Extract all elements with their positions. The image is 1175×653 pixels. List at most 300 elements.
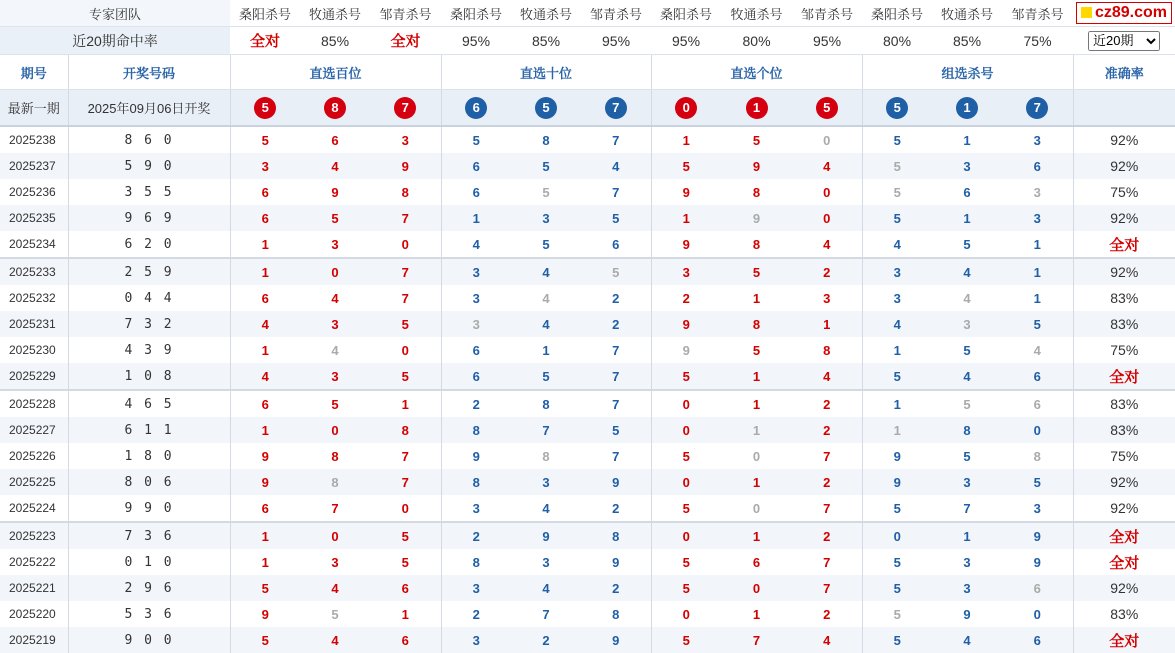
hit-rate: 95% [441, 27, 511, 55]
kill-number: 1 [721, 390, 792, 417]
kill-number: 9 [963, 606, 971, 622]
latest-ball-cell [651, 90, 721, 127]
kill-number: 9 [230, 443, 300, 469]
kill-number: 1 [752, 290, 761, 306]
kill-number: 0 [300, 417, 370, 443]
kill-number: 3 [441, 285, 511, 311]
table-row [0, 126, 1175, 153]
accuracy-value: 83% [1073, 285, 1175, 311]
accuracy-value: 92% [1073, 205, 1175, 231]
kill-number: 3 [1033, 500, 1041, 516]
latest-row [0, 90, 1175, 127]
table-row [0, 311, 1175, 337]
kill-number: 7 [612, 184, 620, 200]
period-select[interactable] [1088, 31, 1160, 51]
kill-number: 5 [862, 495, 932, 522]
kill-number: 9 [862, 469, 932, 495]
kill-number: 6 [230, 390, 300, 417]
table-row [0, 285, 1175, 311]
kill-number: 5 [862, 549, 932, 575]
kill-number: 9 [721, 153, 792, 179]
kill-number: 0 [721, 575, 792, 601]
draw-numbers: 7 3 2 [68, 311, 230, 337]
kill-number: 3 [441, 495, 511, 522]
draw-numbers: 8 6 0 [68, 126, 230, 153]
kill-number: 3 [441, 575, 511, 601]
kill-number: 7 [370, 258, 441, 285]
kill-number: 3 [862, 285, 932, 311]
kill-number: 3 [542, 554, 550, 570]
kill-number: 9 [612, 554, 620, 570]
kill-number: 7 [401, 290, 409, 306]
kill-number: 5 [1002, 469, 1073, 495]
draw-numbers: 4 3 9 [68, 337, 230, 363]
kill-number: 7 [612, 132, 620, 148]
kill-number: 2 [651, 285, 721, 311]
expert-name: 桑阳杀号 [871, 6, 924, 22]
latest-ball-cell [862, 90, 932, 127]
hit-rate: 95% [581, 27, 651, 55]
kill-number: 2 [441, 522, 511, 549]
kill-number: 3 [230, 153, 300, 179]
kill-number-miss: 3 [932, 311, 1002, 337]
kill-number: 0 [651, 601, 721, 627]
issue-number: 2025233 [0, 258, 68, 285]
kill-number: 5 [862, 205, 932, 231]
kill-number: 4 [511, 311, 581, 337]
kill-number: 3 [511, 469, 581, 495]
issue-number: 2025221 [0, 575, 68, 601]
expert-name: 牧通杀号 [730, 6, 783, 22]
kill-number: 4 [862, 231, 932, 258]
accuracy-value: 全对 [1073, 549, 1175, 575]
kill-number: 6 [230, 205, 300, 231]
draw-numbers: 9 9 0 [68, 495, 230, 522]
col-hundreds-header: 直选百位 [230, 55, 441, 90]
kill-number-miss: 8 [300, 469, 370, 495]
kill-number: 6 [963, 184, 971, 200]
table-row [0, 443, 1175, 469]
table-row [0, 179, 1175, 205]
draw-numbers: 8 0 6 [68, 469, 230, 495]
accuracy-value: 92% [1073, 153, 1175, 179]
kill-number: 5 [862, 126, 932, 153]
hit-rate: 全对 [230, 27, 300, 55]
kill-number: 3 [401, 132, 409, 148]
hit-rate: 全对 [370, 27, 441, 55]
kill-number: 8 [721, 311, 792, 337]
kill-number: 4 [823, 236, 831, 252]
kill-number: 3 [300, 363, 370, 390]
kill-number: 4 [932, 627, 1002, 653]
kill-number: 0 [1033, 606, 1041, 622]
kill-number: 1 [1002, 258, 1073, 285]
kill-number: 5 [963, 236, 971, 252]
col-units-header: 直选个位 [651, 55, 862, 90]
kill-number: 2 [612, 290, 620, 306]
issue-number: 2025224 [9, 501, 56, 515]
kill-number: 8 [401, 184, 409, 200]
hit-rate: 80% [721, 27, 792, 55]
history-rows [0, 126, 1175, 653]
issue-number: 2025222 [9, 555, 56, 569]
kill-number: 0 [300, 522, 370, 549]
kill-number: 7 [612, 448, 620, 464]
kill-number: 0 [651, 417, 721, 443]
table-row [0, 390, 1175, 417]
draw-numbers: 4 6 5 [68, 390, 230, 417]
kill-number: 5 [651, 575, 721, 601]
table-row [0, 469, 1175, 495]
draw-numbers: 5 9 0 [68, 153, 230, 179]
accuracy-value: 83% [1073, 390, 1175, 417]
kill-number: 3 [932, 153, 1002, 179]
latest-ball: 5 [886, 97, 908, 119]
kill-number: 1 [721, 363, 792, 390]
latest-ball-cell [300, 90, 370, 127]
kill-number: 6 [370, 627, 441, 653]
kill-number: 7 [792, 575, 862, 601]
kill-number: 8 [823, 342, 831, 358]
kill-number-miss: 9 [721, 205, 792, 231]
kill-number-miss: 5 [862, 601, 932, 627]
kill-number: 5 [651, 443, 721, 469]
kill-number: 9 [581, 469, 651, 495]
kill-number-miss: 5 [581, 258, 651, 285]
accuracy-value: 全对 [1073, 522, 1175, 549]
kill-number: 9 [581, 627, 651, 653]
kill-number: 3 [862, 258, 932, 285]
kill-number: 7 [370, 469, 441, 495]
kill-number-miss: 3 [441, 311, 511, 337]
kill-number: 6 [752, 554, 761, 570]
table-row [0, 231, 1175, 258]
kill-number: 6 [441, 363, 511, 390]
kill-number: 5 [542, 236, 550, 252]
kill-number: 8 [511, 390, 581, 417]
col-tens-header: 直选十位 [441, 55, 651, 90]
expert-header-row [0, 0, 1175, 27]
issue-number: 2025229 [0, 363, 68, 390]
kill-number: 0 [401, 500, 409, 516]
kill-number: 1 [230, 417, 300, 443]
kill-number: 4 [792, 153, 862, 179]
kill-number: 3 [932, 469, 1002, 495]
kill-number: 6 [230, 285, 300, 311]
kill-number: 5 [230, 627, 300, 653]
kill-number: 7 [581, 390, 651, 417]
kill-number-miss: 8 [1033, 448, 1041, 464]
kill-number: 7 [823, 554, 831, 570]
draw-numbers: 9 0 0 [68, 627, 230, 653]
latest-ball: 5 [254, 97, 276, 119]
accuracy-value: 92% [1073, 258, 1175, 285]
kill-number: 5 [370, 363, 441, 390]
accuracy-value: 75% [1073, 179, 1175, 205]
table-row [0, 522, 1175, 549]
hit-rate-label: 近20期命中率 [0, 27, 230, 55]
draw-numbers: 7 3 6 [68, 522, 230, 549]
draw-numbers: 0 1 0 [68, 549, 230, 575]
kill-number: 9 [441, 443, 511, 469]
kill-number: 4 [331, 290, 339, 306]
section-header-row [0, 55, 1175, 90]
expert-name: 邹青杀号 [1011, 6, 1064, 22]
accuracy-value: 全对 [1073, 627, 1175, 653]
col-accuracy-header: 准确率 [1073, 55, 1175, 90]
kill-number: 6 [1002, 363, 1073, 390]
kill-number: 1 [441, 205, 511, 231]
kill-number-miss: 0 [752, 500, 761, 516]
kill-number: 3 [932, 575, 1002, 601]
issue-number: 2025231 [0, 311, 68, 337]
kill-number: 8 [581, 522, 651, 549]
latest-ball-cell [370, 90, 441, 127]
kill-number: 9 [1033, 554, 1041, 570]
issue-number: 2025238 [9, 133, 56, 147]
issue-number: 2025228 [0, 390, 68, 417]
kill-number-miss: 4 [963, 290, 971, 306]
kill-number: 5 [651, 549, 721, 575]
kill-number: 0 [651, 522, 721, 549]
kill-number: 7 [370, 205, 441, 231]
kill-number: 1 [932, 205, 1002, 231]
kill-number: 9 [651, 311, 721, 337]
kill-number: 7 [401, 448, 409, 464]
table-row [0, 205, 1175, 231]
kill-number: 5 [862, 627, 932, 653]
accuracy-value: 75% [1073, 443, 1175, 469]
kill-number: 9 [862, 443, 932, 469]
hit-rate: 85% [511, 27, 581, 55]
kill-number: 2 [823, 606, 831, 622]
kill-number: 2 [441, 390, 511, 417]
kill-number: 6 [441, 179, 511, 205]
latest-ball: 8 [324, 97, 346, 119]
kill-number-miss: 5 [862, 179, 932, 205]
kill-number-miss: 6 [1002, 390, 1073, 417]
kill-number-miss: 1 [721, 417, 792, 443]
kill-number-miss: 5 [862, 153, 932, 179]
kill-number: 7 [823, 448, 831, 464]
hit-rate: 85% [932, 27, 1002, 55]
hit-rate: 85% [300, 27, 370, 55]
kill-number: 9 [230, 469, 300, 495]
kill-number: 0 [862, 522, 932, 549]
kill-number: 5 [862, 575, 932, 601]
latest-ball: 7 [1026, 97, 1048, 119]
kill-number: 7 [581, 363, 651, 390]
expert-name: 桑阳杀号 [660, 6, 713, 22]
latest-ball: 7 [394, 97, 416, 119]
kill-number: 1 [651, 205, 721, 231]
kill-number: 4 [441, 231, 511, 258]
team-label: 专家团队 [0, 0, 230, 27]
kill-number: 4 [300, 575, 370, 601]
kill-number: 5 [401, 554, 409, 570]
kill-number: 2 [581, 311, 651, 337]
kill-number: 4 [932, 363, 1002, 390]
kill-number: 5 [511, 153, 581, 179]
kill-number: 5 [963, 448, 971, 464]
hit-rate: 95% [792, 27, 862, 55]
kill-number: 9 [651, 231, 721, 258]
kill-number: 3 [963, 554, 971, 570]
kill-number: 5 [752, 132, 761, 148]
kill-number: 4 [792, 627, 862, 653]
kill-number: 5 [581, 205, 651, 231]
kill-number: 0 [651, 469, 721, 495]
draw-numbers: 2 5 9 [68, 258, 230, 285]
kill-number: 1 [862, 390, 932, 417]
hit-rate: 75% [1002, 27, 1073, 55]
kill-number: 4 [581, 153, 651, 179]
draw-numbers: 2 9 6 [68, 575, 230, 601]
latest-ball: 1 [746, 97, 768, 119]
kill-number: 1 [230, 337, 300, 363]
kill-number-miss: 0 [823, 132, 831, 148]
kill-number: 5 [651, 363, 721, 390]
table-row [0, 495, 1175, 522]
latest-ball-cell [511, 90, 581, 127]
kill-number: 1 [1033, 290, 1041, 306]
kill-number: 5 [963, 342, 971, 358]
hit-rate: 80% [862, 27, 932, 55]
latest-ball: 6 [465, 97, 487, 119]
kill-number: 9 [1002, 522, 1073, 549]
kill-number: 5 [862, 363, 932, 390]
issue-number: 2025223 [0, 522, 68, 549]
kill-number: 1 [230, 522, 300, 549]
kill-number: 1 [230, 231, 300, 258]
accuracy-value: 83% [1073, 417, 1175, 443]
issue-number: 2025219 [0, 627, 68, 653]
col-draw-header: 开奖号码 [68, 55, 230, 90]
draw-numbers: 3 5 5 [68, 179, 230, 205]
kill-number: 4 [230, 311, 300, 337]
kill-number-miss: 4 [542, 290, 550, 306]
table-row [0, 575, 1175, 601]
kill-number-miss: 8 [542, 448, 550, 464]
kill-number: 5 [230, 575, 300, 601]
kill-number: 3 [331, 554, 339, 570]
kill-number-miss: 5 [932, 390, 1002, 417]
draw-numbers: 1 0 8 [68, 363, 230, 390]
kill-number: 5 [721, 258, 792, 285]
table-row [0, 363, 1175, 390]
kill-number: 4 [792, 363, 862, 390]
draw-numbers: 6 1 1 [68, 417, 230, 443]
kill-number: 0 [300, 258, 370, 285]
kill-number: 3 [441, 627, 511, 653]
kill-number: 2 [441, 601, 511, 627]
kill-number-miss: 3 [1033, 184, 1041, 200]
kill-number: 8 [441, 417, 511, 443]
kill-number-miss: 5 [331, 606, 339, 622]
kill-number-miss: 1 [862, 417, 932, 443]
kill-number: 4 [300, 627, 370, 653]
latest-draw-date: 2025年09月06日开奖 [68, 90, 230, 127]
site-logo-cell[interactable] [1073, 0, 1175, 27]
kill-number: 9 [331, 184, 339, 200]
kill-number: 8 [441, 469, 511, 495]
kill-number: 5 [300, 390, 370, 417]
kill-number: 6 [1002, 627, 1073, 653]
expert-name: 桑阳杀号 [239, 6, 292, 22]
latest-ball-cell [932, 90, 1002, 127]
issue-number: 2025237 [0, 153, 68, 179]
accuracy-value: 83% [1073, 601, 1175, 627]
logo-text: cz89.com [1094, 4, 1168, 21]
kill-number: 4 [542, 500, 550, 516]
kill-number: 2 [792, 522, 862, 549]
table-row [0, 627, 1175, 653]
kill-number-miss: 4 [1033, 342, 1041, 358]
issue-number: 2025227 [0, 417, 68, 443]
kill-number: 0 [823, 184, 831, 200]
expert-name: 邹青杀号 [379, 6, 432, 22]
table-row [0, 549, 1175, 575]
kill-number: 8 [752, 184, 761, 200]
kill-number: 6 [331, 132, 339, 148]
accuracy-value: 全对 [1073, 231, 1175, 258]
col-group-header: 组选杀号 [862, 55, 1073, 90]
expert-name: 邹青杀号 [590, 6, 643, 22]
kill-number: 5 [1002, 311, 1073, 337]
draw-numbers: 0 4 4 [68, 285, 230, 311]
kill-number-miss: 6 [1002, 575, 1073, 601]
issue-number: 2025220 [9, 607, 56, 621]
expert-name: 牧通杀号 [309, 6, 362, 22]
kill-number-miss: 9 [651, 337, 721, 363]
kill-number: 9 [230, 601, 300, 627]
table-row [0, 153, 1175, 179]
kill-number: 6 [370, 575, 441, 601]
accuracy-value: 92% [1073, 469, 1175, 495]
kill-number: 6 [230, 179, 300, 205]
kill-number: 3 [1033, 132, 1041, 148]
kill-number: 5 [651, 153, 721, 179]
kill-number: 0 [401, 342, 409, 358]
kill-number: 1 [752, 606, 761, 622]
site-logo[interactable] [1076, 2, 1172, 24]
kill-number: 4 [230, 363, 300, 390]
draw-numbers: 1 8 0 [68, 443, 230, 469]
latest-ball: 1 [956, 97, 978, 119]
accuracy-value: 92% [1073, 126, 1175, 153]
kill-number: 1 [862, 337, 932, 363]
kill-number: 6 [441, 153, 511, 179]
kill-number-miss: 4 [331, 342, 339, 358]
kill-number-miss: 5 [542, 184, 550, 200]
kill-number: 8 [932, 417, 1002, 443]
latest-label: 最新一期 [0, 90, 68, 127]
kill-number: 5 [651, 495, 721, 522]
kill-number: 0 [1002, 417, 1073, 443]
latest-ball-cell [581, 90, 651, 127]
draw-numbers: 5 3 6 [68, 601, 230, 627]
table-row [0, 417, 1175, 443]
kill-number: 9 [651, 179, 721, 205]
latest-ball-cell [792, 90, 862, 127]
kill-number: 0 [792, 205, 862, 231]
kill-number: 7 [612, 342, 620, 358]
issue-number: 2025236 [9, 185, 56, 199]
kill-number: 4 [862, 311, 932, 337]
issue-number: 2025232 [9, 291, 56, 305]
kill-number: 1 [721, 522, 792, 549]
kill-number: 8 [612, 606, 620, 622]
